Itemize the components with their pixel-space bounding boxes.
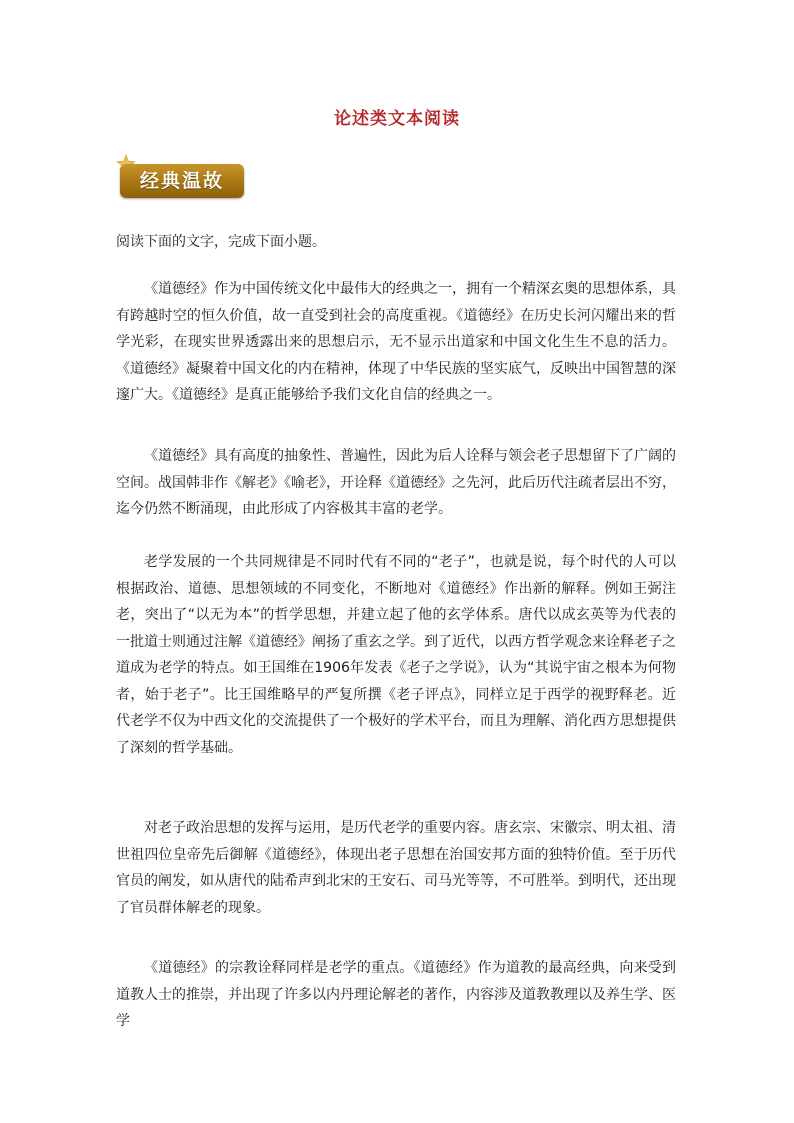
paragraph-4: 对老子政治思想的发挥与运用，是历代老学的重要内容。唐玄宗、宋徽宗、明太祖、清世祖四位皇帝先后御解《道德经》，体现出老子思想在治国安邦方面的独特价值。至于历代官员的阐发，如从唐代的陆希声到北宋的王安石、司马光等等，不可胜举。到明代，还出现了官员群体解老的现象。 bbox=[116, 820, 676, 916]
paragraph-5-block bbox=[116, 955, 676, 1035]
paragraph-2: 《道德经》具有高度的抽象性、普遍性，因此为后人诠释与领会老子思想留下了广阔的空间。战国韩非作《解老》《喻老》，开诠释《道德经》之先河，此后历代注疏者层出不穷，迄今仍然不断涌现，由此形成了内容极其丰富的老学。 bbox=[116, 448, 676, 517]
paragraph-4-block bbox=[116, 815, 676, 921]
instruction-text: 阅读下面的文字，完成下面小题。 bbox=[116, 234, 326, 250]
page-title: 论述类文本阅读 bbox=[334, 109, 460, 129]
paragraph-5: 《道德经》的宗教诠释同样是老学的重点。《道德经》作为道教的最高经典，向来受到道教人士的推崇，并出现了许多以内丹理论解老的著作，内容涉及道教教理以及养生学、医学 bbox=[116, 960, 676, 1029]
badge-label: 经典温故 bbox=[139, 170, 224, 192]
paragraph-1-block bbox=[116, 276, 676, 409]
instruction-block bbox=[116, 229, 676, 256]
section-badge bbox=[116, 154, 246, 202]
paragraph-3-block bbox=[116, 549, 676, 761]
paragraph-3: 老学发展的一个共同规律是不同时代有不同的“老子”，也就是说，每个时代的人可以根据政治、道德、思想领域的不同变化，不断地对《道德经》作出新的解释。例如王弼注老，突出了“以无为本”的哲学思想，并建立起了他的玄学体系。唐代以成玄英等为代表的一批道士则通过注解《道德经》阐扬了重玄之学。到了近代，以西方哲学观念来诠释老子之道成为老学的特点。如王国维在1906年发表《老子之学说》，认为“其说宇宙之根本为何物者，始于老子”。比王国维略早的严复所撰《老子评点》，同样立足于西学的视野释老。近代老学不仅为中西文化的交流提供了一个极好的学术平台，而且为理解、消化西方思想提供了深刻的哲学基础。 bbox=[116, 554, 676, 756]
paragraph-2-block bbox=[116, 443, 676, 523]
paragraph-1: 《道德经》作为中国传统文化中最伟大的经典之一，拥有一个精深玄奥的思想体系，具有跨越时空的恒久价值，故一直受到社会的高度重视。《道德经》在历史长河闪耀出来的哲学光彩，在现实世界透露出来的思想启示，无不显示出道家和中国文化生生不息的活力。《道德经》凝聚着中国文化的内在精神，体现了中华民族的坚实底气，反映出中国智慧的深邃广大。《道德经》是真正能够给予我们文化自信的经典之一。 bbox=[116, 281, 676, 403]
